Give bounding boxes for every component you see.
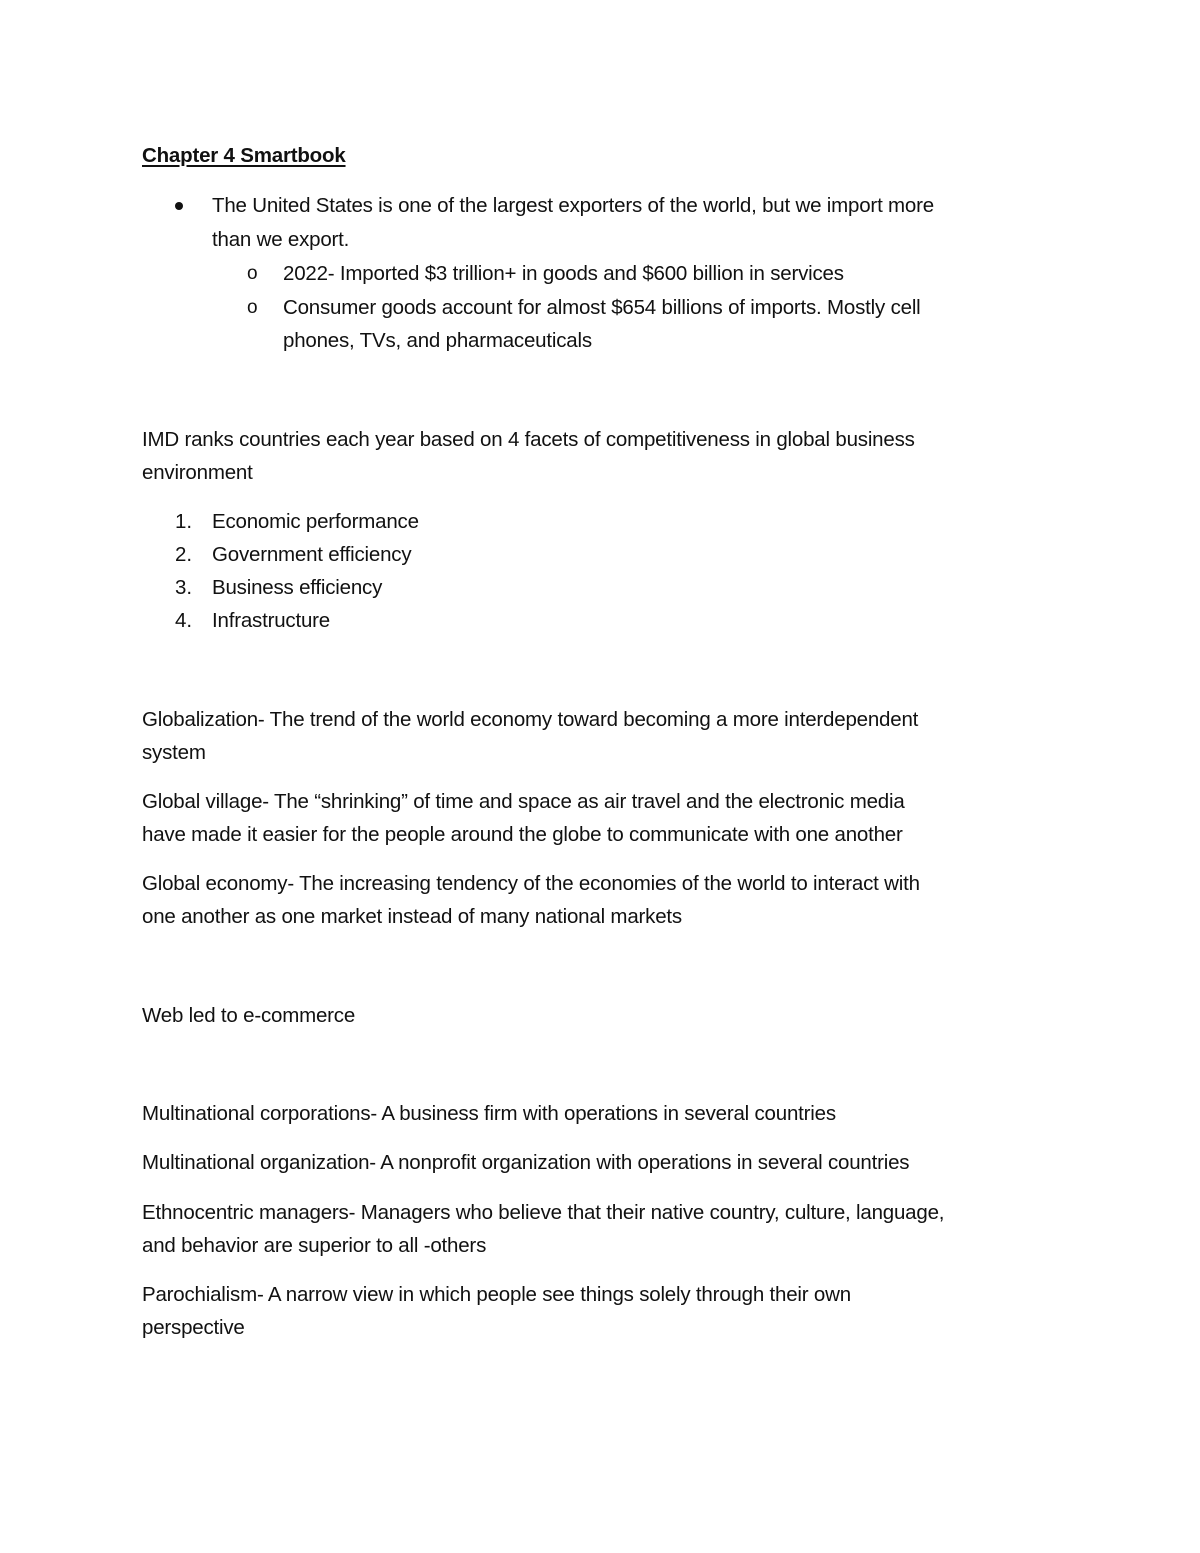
bullet-marker bbox=[175, 202, 183, 210]
list-number: 2. bbox=[175, 543, 193, 566]
web-ecommerce-line: Web led to e-commerce bbox=[142, 1004, 356, 1027]
imd-paragraph-line-1: IMD ranks countries each year based on 4 facets of competitiveness in global business bbox=[142, 428, 915, 451]
imd-paragraph-line-2: environment bbox=[142, 461, 253, 484]
list-item: Infrastructure bbox=[212, 609, 330, 632]
sub-bullet-marker: o bbox=[247, 297, 258, 318]
sub-item-2-line-1: Consumer goods account for almost $654 billions of imports. Mostly cell bbox=[283, 296, 921, 319]
definition-global-village-line-2: have made it easier for the people around the globe to communicate with one another bbox=[142, 823, 903, 846]
sub-item-1: 2022- Imported $3 trillion+ in goods and $600 billion in services bbox=[283, 262, 844, 285]
list-item: Government efficiency bbox=[212, 543, 412, 566]
definition-parochialism-line-1: Parochialism- A narrow view in which people see things solely through their own bbox=[142, 1283, 851, 1306]
list-item: Economic performance bbox=[212, 510, 419, 533]
definition-globalization-line-1: Globalization- The trend of the world economy toward becoming a more interdependent bbox=[142, 708, 919, 731]
list-number: 4. bbox=[175, 609, 193, 632]
definition-ethnocentric-managers-line-1: Ethnocentric managers- Managers who believe that their native country, culture, language, bbox=[142, 1201, 945, 1224]
definition-ethnocentric-managers-line-2: and behavior are superior to all -others bbox=[142, 1234, 487, 1257]
definition-parochialism-line-2: perspective bbox=[142, 1316, 245, 1339]
sub-item-2-line-2: phones, TVs, and pharmaceuticals bbox=[283, 329, 592, 352]
definition-multinational-corporations: Multinational corporations- A business firm with operations in several countries bbox=[142, 1102, 836, 1125]
definition-globalization-line-2: system bbox=[142, 741, 206, 764]
list-number: 3. bbox=[175, 576, 193, 599]
bullet-text-line-1: The United States is one of the largest exporters of the world, but we import more bbox=[212, 194, 934, 217]
list-number: 1. bbox=[175, 510, 193, 533]
definition-multinational-organization: Multinational organization- A nonprofit organization with operations in several countries bbox=[142, 1151, 910, 1174]
definition-global-economy-line-1: Global economy- The increasing tendency of the economies of the world to interact with bbox=[142, 872, 920, 895]
bullet-text-line-2: than we export. bbox=[212, 228, 350, 251]
sub-bullet-marker: o bbox=[247, 263, 258, 284]
definition-global-village-line-1: Global village- The “shrinking” of time and space as air travel and the electronic media bbox=[142, 790, 905, 813]
list-item: Business efficiency bbox=[212, 576, 383, 599]
page-title: Chapter 4 Smartbook bbox=[142, 144, 346, 167]
definition-global-economy-line-2: one another as one market instead of many national markets bbox=[142, 905, 682, 928]
